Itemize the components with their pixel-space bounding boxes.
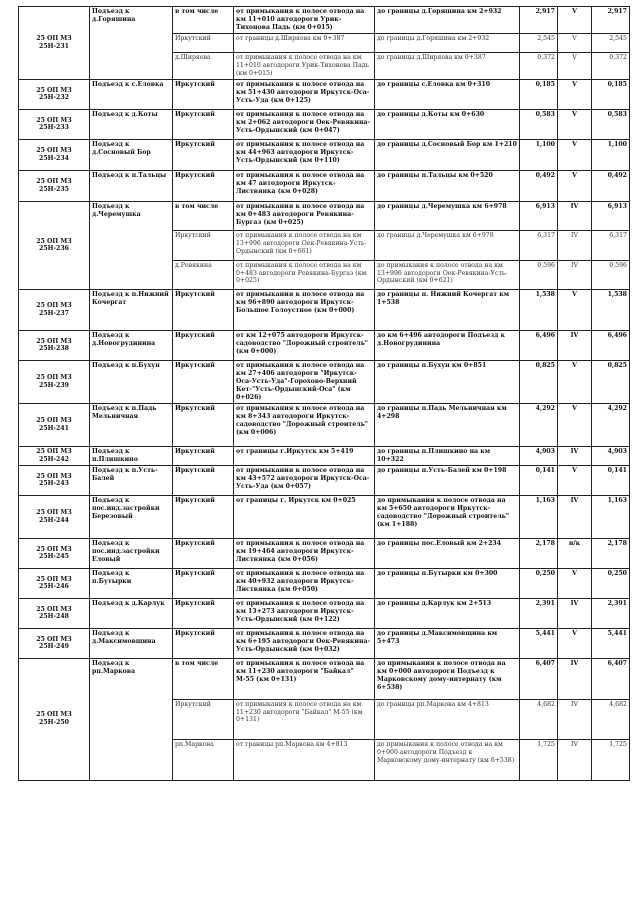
- road-code-cell: 25 ОП МЗ 25Н-244: [19, 495, 90, 538]
- length-cell: 0,825: [520, 360, 558, 403]
- to-cell: до км 6+496 автодороги Подъезд к д.Новогрудинина: [375, 330, 520, 360]
- total-cell: 4,292: [592, 403, 630, 446]
- road-name-cell: Подъезд к п.Бухун: [90, 360, 173, 403]
- category-cell: IV: [558, 446, 592, 465]
- road-name-cell: Подъезд к д.Максимовщина: [90, 628, 173, 658]
- total-cell: 2,178: [592, 538, 630, 568]
- to-cell: до границы д.Максимовщина км 5+473: [375, 628, 520, 658]
- from-cell: от границы г. Иркутск км 0+025: [234, 495, 375, 538]
- from-cell: от примыкания к полосе отвода на км 13+996 автодороги Оек-Ревякина-Усть-Ордынский (км 0+661): [234, 231, 375, 260]
- from-cell: от примыкания к полосе отвода на км 43+572 автодороги Иркутск-Оса-Усть-Уда (км 0+057): [234, 465, 375, 495]
- length-cell: 2,545: [520, 33, 558, 52]
- road-code-cell: 25 ОП МЗ 25Н-235: [19, 170, 90, 201]
- category-cell: V: [558, 53, 592, 80]
- road-code-cell: 25 ОП МЗ 25Н-237: [19, 289, 90, 330]
- table-row: [19, 598, 630, 628]
- from-cell: от примыкания к полосе отвода на км 11+230 автодороги "Байкал" М-55 (км 0+131): [234, 699, 375, 740]
- total-cell: 0,492: [592, 170, 630, 201]
- from-cell: от примыкания к полосе отвода на км 27+406 автодороги "Иркутск-Оса-Усть-Уда"-Горохово-Верхний Кет-"Усть-Ордынский-Оса" (км 0+026): [234, 360, 375, 403]
- length-cell: 1,163: [520, 495, 558, 538]
- table-row: [19, 109, 630, 139]
- category-cell: V: [558, 109, 592, 139]
- road-name-cell: Подъезд к п.Плишкино: [90, 446, 173, 465]
- total-cell: 0,185: [592, 79, 630, 109]
- total-cell: 1,725: [592, 740, 630, 781]
- area-cell: в том числе: [173, 201, 234, 230]
- area-cell: Иркутский: [173, 699, 234, 740]
- total-cell: 0,372: [592, 53, 630, 80]
- category-cell: IV: [558, 495, 592, 538]
- total-cell: 0,583: [592, 109, 630, 139]
- to-cell: до границы п.Усть-Балей км 0+198: [375, 465, 520, 495]
- table-row: [19, 170, 630, 201]
- category-cell: V: [558, 568, 592, 598]
- category-cell: V: [558, 33, 592, 52]
- to-cell: до границы п.Падь Мельничная км 4+298: [375, 403, 520, 446]
- table-row: [19, 7, 630, 34]
- table-row: [19, 139, 630, 170]
- category-cell: V: [558, 628, 592, 658]
- total-cell: 2,545: [592, 33, 630, 52]
- category-cell: V: [558, 360, 592, 403]
- from-cell: от примыкания к полосе отвода на км 11+010 автодороги Урик-Тихонова Падь (км 0+015): [234, 7, 375, 34]
- table-row: [19, 330, 630, 360]
- table-row: [19, 538, 630, 568]
- road-name-cell: Подъезд к п.Падь Мельничная: [90, 403, 173, 446]
- to-cell: до границы д.Черемушка км 6+978: [375, 231, 520, 260]
- length-cell: 6,407: [520, 658, 558, 699]
- category-cell: IV: [558, 260, 592, 289]
- to-cell: до границы рп.Маркова км 4+813: [375, 699, 520, 740]
- to-cell: до границы с.Еловка км 0+310: [375, 79, 520, 109]
- road-code-cell: 25 ОП МЗ 25Н-236: [19, 201, 90, 289]
- length-cell: 1,100: [520, 139, 558, 170]
- road-code-cell: 25 ОП МЗ 25Н-232: [19, 79, 90, 109]
- total-cell: 1,538: [592, 289, 630, 330]
- from-cell: от примыкания к полосе отвода на км 19+464 автодороги Иркутск-Листвянка (км 0+056): [234, 538, 375, 568]
- area-cell: Иркутский: [173, 628, 234, 658]
- road-code-cell: 25 ОП МЗ 25Н-231: [19, 7, 90, 80]
- road-code-cell: 25 ОП МЗ 25Н-239: [19, 360, 90, 403]
- total-cell: 1,100: [592, 139, 630, 170]
- from-cell: от примыкания к полосе отвода на км 8+343 автодороги Иркутск-садоводство "Дорожный строитель" (км 0+006): [234, 403, 375, 446]
- length-cell: 0,492: [520, 170, 558, 201]
- area-cell: д.Ревякина: [173, 260, 234, 289]
- road-code-cell: 25 ОП МЗ 25Н-250: [19, 658, 90, 780]
- to-cell: до границы п.Бутырки км 0+300: [375, 568, 520, 598]
- road-name-cell: Подъезд к п.Бутырки: [90, 568, 173, 598]
- area-cell: Иркутский: [173, 139, 234, 170]
- area-cell: Иркутский: [173, 495, 234, 538]
- category-cell: н/к: [558, 538, 592, 568]
- to-cell: до границы п.Тальцы км 0+520: [375, 170, 520, 201]
- roads-table: [18, 6, 630, 781]
- from-cell: от примыкания к полосе отвода на км 47 автодороги Иркутск-Листвянка (км 0+028): [234, 170, 375, 201]
- from-cell: от границы д.Ширяева км 0+387: [234, 33, 375, 52]
- area-cell: Иркутский: [173, 538, 234, 568]
- road-name-cell: Подъезд к с.Еловка: [90, 79, 173, 109]
- length-cell: 2,917: [520, 7, 558, 34]
- length-cell: 2,178: [520, 538, 558, 568]
- from-cell: от примыкания к полосе отвода на км 0+483 автодороги Ревякина-Бургаз (км 0+025): [234, 260, 375, 289]
- to-cell: до примыкания к полосе отвода на км 0+000 автодороги Подъезд к Марковскому дому-интернату (км 6+538): [375, 658, 520, 699]
- road-code-cell: 25 ОП МЗ 25Н-249: [19, 628, 90, 658]
- category-cell: V: [558, 170, 592, 201]
- category-cell: V: [558, 7, 592, 34]
- area-cell: в том числе: [173, 7, 234, 34]
- road-name-cell: Подъезд к д.Черемушка: [90, 201, 173, 289]
- to-cell: до границы д.Ширяева км 0+387: [375, 53, 520, 80]
- area-cell: Иркутский: [173, 465, 234, 495]
- from-cell: от примыкания к полосе отвода на км 40+932 автодороги Иркутск-Листвянка (км 0+050): [234, 568, 375, 598]
- length-cell: 0,250: [520, 568, 558, 598]
- to-cell: до границы д.Коты км 0+630: [375, 109, 520, 139]
- road-code-cell: 25 ОП МЗ 25Н-243: [19, 465, 90, 495]
- table-row: [19, 495, 630, 538]
- table-row: [19, 403, 630, 446]
- to-cell: до границы д.Черемушка км 6+978: [375, 201, 520, 230]
- total-cell: 4,903: [592, 446, 630, 465]
- total-cell: 0,825: [592, 360, 630, 403]
- length-cell: 0,596: [520, 260, 558, 289]
- road-code-cell: 25 ОП МЗ 25Н-248: [19, 598, 90, 628]
- total-cell: 0,250: [592, 568, 630, 598]
- total-cell: 1,163: [592, 495, 630, 538]
- category-cell: IV: [558, 201, 592, 230]
- to-cell: до примыкания к полосе отвода на км 0+000 автодороги Подъезд к Марковскому дому-интернату (км 6+538): [375, 740, 520, 781]
- table-row: [19, 658, 630, 699]
- road-name-cell: Подъезд к п.Усть-Балей: [90, 465, 173, 495]
- total-cell: 6,496: [592, 330, 630, 360]
- length-cell: 6,913: [520, 201, 558, 230]
- area-cell: Иркутский: [173, 109, 234, 139]
- length-cell: 4,682: [520, 699, 558, 740]
- road-code-cell: 25 ОП МЗ 25Н-238: [19, 330, 90, 360]
- from-cell: от примыкания к полосе отвода на км 13+273 автодороги Иркутск-Усть-Ордынский (км 0+122): [234, 598, 375, 628]
- total-cell: 0,141: [592, 465, 630, 495]
- to-cell: до границы п.Плишкино на км 10+322: [375, 446, 520, 465]
- from-cell: от примыкания к полосе отвода на км 51+430 автодороги Иркутск-Оса-Усть-Уда (км 0+125): [234, 79, 375, 109]
- road-name-cell: Подъезд к п.Тальцы: [90, 170, 173, 201]
- length-cell: 6,496: [520, 330, 558, 360]
- from-cell: от границы г.Иркутск км 5+419: [234, 446, 375, 465]
- area-cell: рп.Маркова: [173, 740, 234, 781]
- to-cell: до примыкания к полосе отвода на км 5+650 автодороги Иркутск-садоводство "Дорожный строитель" (км 1+188): [375, 495, 520, 538]
- category-cell: V: [558, 139, 592, 170]
- to-cell: до границы д.Горяшина км 2+932: [375, 33, 520, 52]
- category-cell: IV: [558, 658, 592, 699]
- from-cell: от км 12+075 автодороги Иркутск-садоводство "Дорожный строитель" (км 0+000): [234, 330, 375, 360]
- table-row: [19, 79, 630, 109]
- category-cell: V: [558, 465, 592, 495]
- to-cell: до границы д.Сосновый Бор км 1+210: [375, 139, 520, 170]
- table-row: [19, 568, 630, 598]
- length-cell: 5,441: [520, 628, 558, 658]
- category-cell: IV: [558, 740, 592, 781]
- road-code-cell: 25 ОП МЗ 25Н-246: [19, 568, 90, 598]
- table-row: [19, 465, 630, 495]
- area-cell: Иркутский: [173, 170, 234, 201]
- road-name-cell: Подъезд к д.Коты: [90, 109, 173, 139]
- from-cell: от примыкания к полосе отвода на км 11+230 автодороги "Байкал" М-55 (км 0+131): [234, 658, 375, 699]
- road-code-cell: 25 ОП МЗ 25Н-234: [19, 139, 90, 170]
- area-cell: Иркутский: [173, 330, 234, 360]
- road-name-cell: Подъезд к п.Нижний Кочергат: [90, 289, 173, 330]
- area-cell: Иркутский: [173, 598, 234, 628]
- category-cell: IV: [558, 231, 592, 260]
- area-cell: Иркутский: [173, 289, 234, 330]
- length-cell: 0,372: [520, 53, 558, 80]
- table-row: [19, 360, 630, 403]
- total-cell: 4,682: [592, 699, 630, 740]
- table-row: [19, 628, 630, 658]
- from-cell: от примыкания к полосе отвода на км 2+062 автодороги Оек-Ревякина-Усть-Ордынский (км 0+047): [234, 109, 375, 139]
- total-cell: 6,317: [592, 231, 630, 260]
- length-cell: 1,538: [520, 289, 558, 330]
- road-code-cell: 25 ОП МЗ 25Н-241: [19, 403, 90, 446]
- length-cell: 0,185: [520, 79, 558, 109]
- road-name-cell: Подъезд к пос.инд.застройки Березовый: [90, 495, 173, 538]
- total-cell: 2,391: [592, 598, 630, 628]
- total-cell: 0,596: [592, 260, 630, 289]
- total-cell: 6,407: [592, 658, 630, 699]
- length-cell: 6,317: [520, 231, 558, 260]
- from-cell: от примыкания к полосе отвода на км 11+010 автодороги Урик-Тихонова Падь (км 0+015): [234, 53, 375, 80]
- area-cell: Иркутский: [173, 446, 234, 465]
- from-cell: от примыкания к полосе отвода на км 0+483 автодороги Ревякина-Бургаз (км 0+025): [234, 201, 375, 230]
- category-cell: IV: [558, 330, 592, 360]
- from-cell: от границы рп.Маркова км 4+813: [234, 740, 375, 781]
- table-body: [19, 7, 630, 781]
- area-cell: Иркутский: [173, 403, 234, 446]
- length-cell: 0,583: [520, 109, 558, 139]
- length-cell: 2,391: [520, 598, 558, 628]
- category-cell: IV: [558, 598, 592, 628]
- table-row: [19, 446, 630, 465]
- road-name-cell: Подъезд к д.Новогрудинина: [90, 330, 173, 360]
- area-cell: Иркутский: [173, 360, 234, 403]
- road-name-cell: Подъезд к д.Сосновый Бор: [90, 139, 173, 170]
- from-cell: от примыкания к полосе отвода на км 6+195 автодороги Оек-Ревякина-Усть-Ордынский (км 0+032): [234, 628, 375, 658]
- to-cell: до границы п.Бухун км 0+851: [375, 360, 520, 403]
- road-code-cell: 25 ОП МЗ 25Н-233: [19, 109, 90, 139]
- table-row: [19, 289, 630, 330]
- from-cell: от примыкания к полосе отвода на км 96+890 автодороги Иркутск-Большое Голоустное (км 0+000): [234, 289, 375, 330]
- road-name-cell: Подъезд к д.Горяшина: [90, 7, 173, 80]
- area-cell: Иркутский: [173, 231, 234, 260]
- area-cell: Иркутский: [173, 33, 234, 52]
- from-cell: от примыкания к полосе отвода на км 44+963 автодороги Иркутск-Усть-Ордынский (км 0+110): [234, 139, 375, 170]
- road-code-cell: 25 ОП МЗ 25Н-245: [19, 538, 90, 568]
- road-name-cell: Подъезд к д.Карлук: [90, 598, 173, 628]
- total-cell: 2,917: [592, 7, 630, 34]
- area-cell: Иркутский: [173, 568, 234, 598]
- length-cell: 1,725: [520, 740, 558, 781]
- length-cell: 4,292: [520, 403, 558, 446]
- to-cell: до границы пос.Еловый км 2+234: [375, 538, 520, 568]
- length-cell: 0,141: [520, 465, 558, 495]
- road-name-cell: Подъезд к рп.Маркова: [90, 658, 173, 780]
- road-code-cell: 25 ОП МЗ 25Н-242: [19, 446, 90, 465]
- area-cell: Иркутский: [173, 79, 234, 109]
- category-cell: V: [558, 289, 592, 330]
- to-cell: до границы д.Карлук км 2+513: [375, 598, 520, 628]
- total-cell: 5,441: [592, 628, 630, 658]
- road-name-cell: Подъезд к пос.инд.застройки Еловый: [90, 538, 173, 568]
- to-cell: до границы п. Нижний Кочергат км 1+538: [375, 289, 520, 330]
- length-cell: 4,903: [520, 446, 558, 465]
- area-cell: д.Ширяева: [173, 53, 234, 80]
- to-cell: до примыкания к полосе отвода на км 13+996 автодороги Оек-Ревякина-Усть-Ордынский (км 0+621): [375, 260, 520, 289]
- total-cell: 6,913: [592, 201, 630, 230]
- area-cell: в том числе: [173, 658, 234, 699]
- category-cell: V: [558, 403, 592, 446]
- category-cell: IV: [558, 699, 592, 740]
- category-cell: V: [558, 79, 592, 109]
- table-row: [19, 201, 630, 230]
- to-cell: до границы д.Горяшина км 2+932: [375, 7, 520, 34]
